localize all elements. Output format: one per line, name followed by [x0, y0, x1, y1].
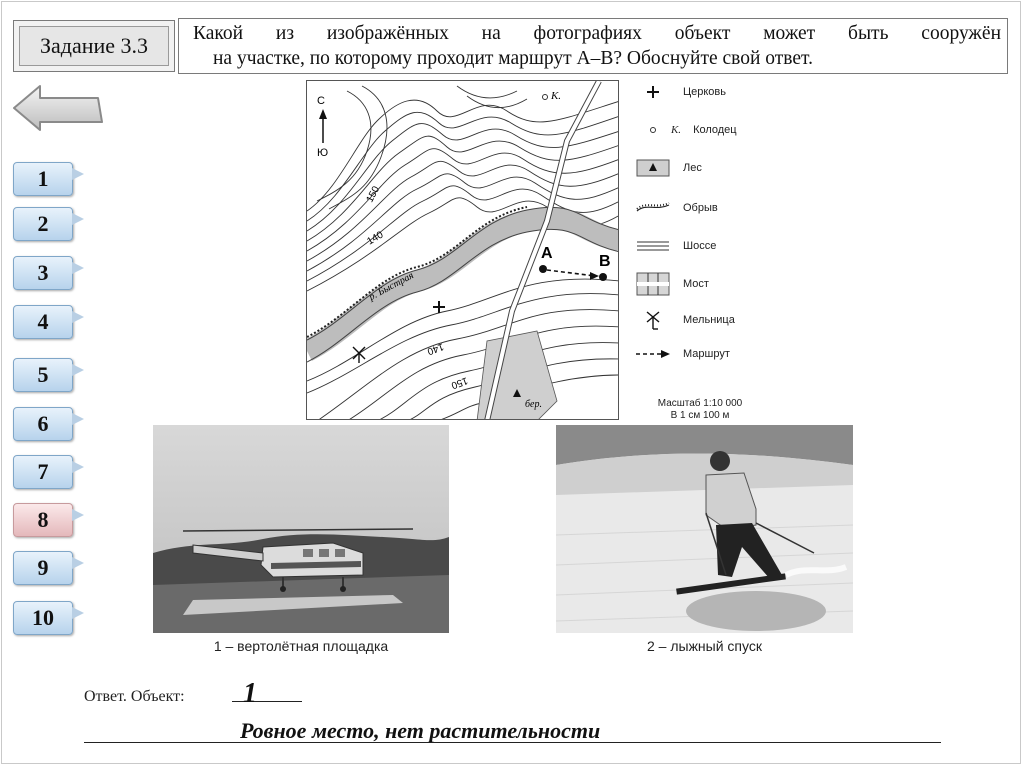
church-icon [635, 83, 671, 101]
legend-well [635, 118, 775, 142]
back-arrow-button[interactable] [10, 82, 106, 139]
question-text [178, 18, 1008, 74]
photo-caption-2: 2 – лыжный спуск [646, 638, 762, 654]
legend-bridge [635, 272, 775, 296]
legend-label: Шоссе [683, 240, 717, 252]
nav-button-3[interactable] [13, 256, 73, 290]
nav-label: 5 [37, 362, 49, 387]
point-b-label: В [599, 253, 611, 270]
nav-button-7[interactable] [13, 455, 73, 489]
nav-button-8[interactable] [13, 503, 73, 537]
topographic-map [306, 80, 619, 420]
contour-label-150-top: 150 [364, 184, 383, 205]
nav-button-4[interactable] [13, 305, 73, 339]
north-label: С [317, 95, 325, 107]
task-label-box [13, 20, 175, 72]
river-label: р. Быстрая [367, 270, 416, 303]
nav-label: 10 [32, 605, 54, 630]
legend-symbol-text: К. [671, 124, 682, 136]
question-line-2: на участке, по которому проходит маршрут А–В? Обоснуйте свой ответ. [213, 48, 813, 69]
forest-label: бер. [525, 399, 542, 410]
mill-icon [635, 311, 671, 329]
answer-object-value: 1 [243, 678, 257, 709]
point-a-label: А [541, 245, 553, 262]
legend-route [635, 342, 775, 366]
legend-label: Маршрут [683, 348, 730, 360]
well-label: К. [551, 90, 562, 102]
legend-church [635, 80, 775, 104]
photo-caption-1: 1 – вертолётная площадка [213, 638, 389, 654]
legend-label: Лес [683, 162, 702, 174]
legend-cliff [635, 196, 775, 220]
highway-icon [635, 237, 671, 255]
contour-label-150-bottom: 150 [449, 374, 470, 391]
legend-highway [635, 234, 775, 258]
contour-label-140-mid: 140 [425, 340, 446, 357]
answer-label: Ответ. Объект: [84, 688, 185, 705]
nav-label: 7 [37, 459, 49, 484]
nav-label: 6 [37, 411, 49, 436]
well-icon [635, 121, 671, 139]
legend-label: Церковь [683, 86, 727, 98]
cliff-icon [635, 199, 671, 217]
nav-label: 9 [37, 555, 49, 580]
legend-forest [635, 156, 775, 180]
nav-button-9[interactable] [13, 551, 73, 585]
legend-label: Мост [683, 278, 709, 290]
legend-label: Колодец [693, 124, 737, 136]
nav-button-1[interactable] [13, 162, 73, 196]
map-drawing [307, 81, 619, 420]
question-line-1: Какой из изображённых на фотографиях объект может быть сооружён [193, 23, 1001, 44]
nav-button-6[interactable] [13, 407, 73, 441]
nav-label: 4 [37, 309, 49, 334]
nav-button-10[interactable] [13, 601, 73, 635]
legend-label: Мельница [683, 314, 735, 326]
nav-button-5[interactable] [13, 358, 73, 392]
map-scale [635, 398, 765, 422]
answer-reason-line [84, 742, 941, 743]
contour-label-140-top: 140 [365, 229, 386, 248]
task-label: Задание 3.3 [19, 26, 169, 66]
nav-label: 3 [37, 260, 49, 285]
nav-label: 8 [37, 507, 49, 532]
photo-helicopter [153, 425, 449, 633]
forest-icon [635, 159, 671, 177]
south-label: Ю [317, 147, 329, 159]
map-legend [635, 80, 775, 420]
answer-reason: Ровное место, нет растительности [240, 718, 601, 743]
legend-mill [635, 308, 775, 332]
back-arrow-icon [10, 82, 106, 134]
legend-label: Обрыв [683, 202, 718, 214]
nav-button-2[interactable] [13, 207, 73, 241]
bridge-icon [635, 275, 671, 293]
photo-skier [556, 425, 853, 633]
helicopter-image [153, 425, 449, 633]
scale-line-1: Масштаб 1:10 000 [657, 398, 743, 409]
nav-label: 2 [37, 211, 49, 236]
scale-line-2: В 1 см 100 м [670, 410, 730, 421]
route-icon [635, 345, 671, 363]
skier-image [556, 425, 853, 633]
nav-label: 1 [37, 166, 49, 191]
